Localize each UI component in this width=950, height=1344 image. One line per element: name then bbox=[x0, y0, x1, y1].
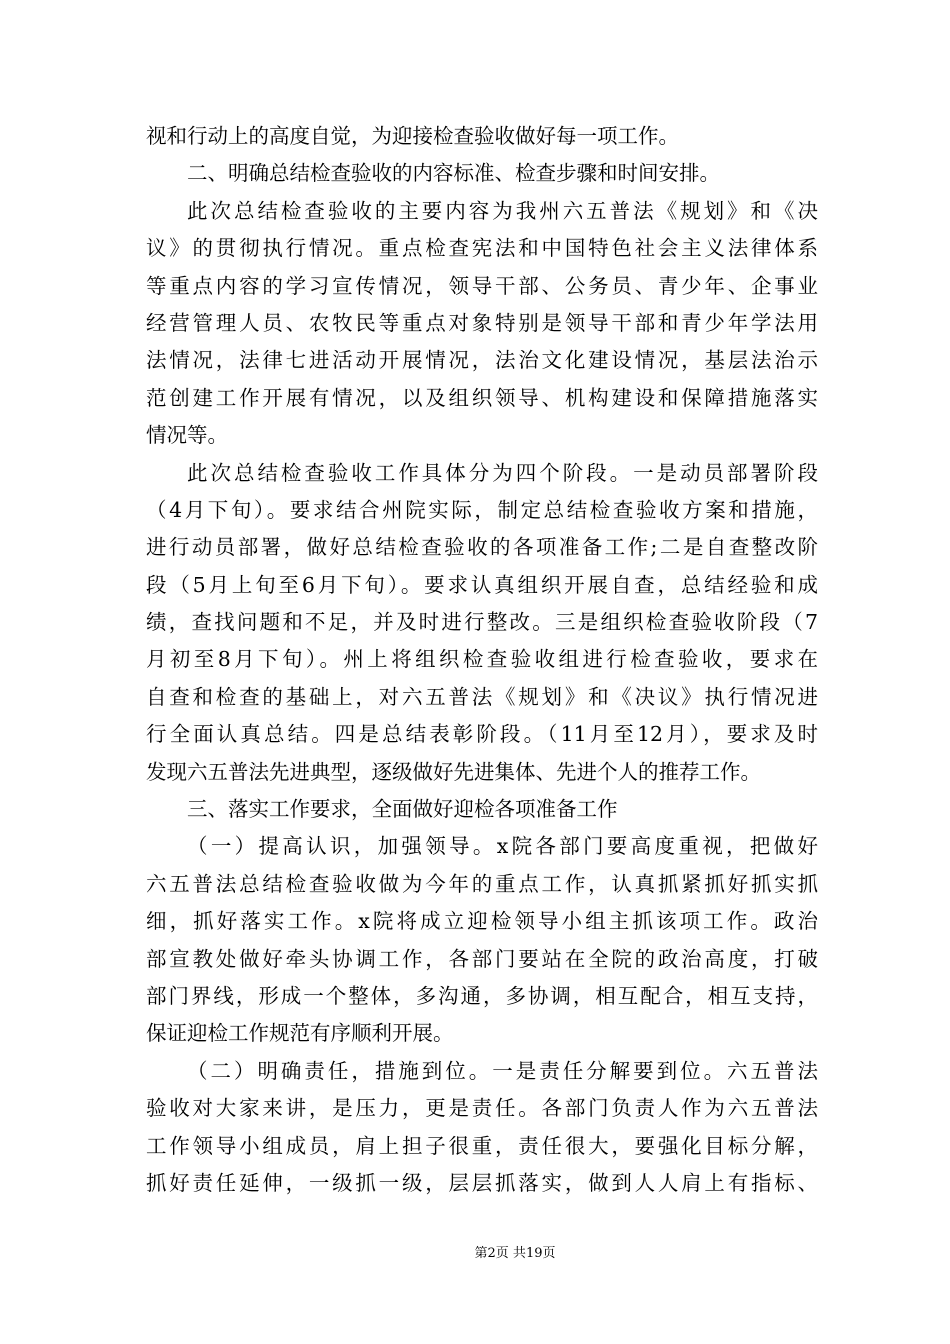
text-line: 验收对大家来讲，是压力，更是责任。各部门负责人作为六五普法 bbox=[146, 1096, 818, 1121]
text-line: 情况等。 bbox=[146, 423, 228, 448]
text-line: 进行动员部署，做好总结检查验收的各项准备工作;二是自查整改阶 bbox=[146, 535, 818, 560]
text-line: 段（5月上旬至6月下旬）。要求认真组织开展自查，总结经验和成 bbox=[146, 572, 818, 597]
text-line: 经营管理人员、农牧民等重点对象特别是领导干部和青少年学法用 bbox=[146, 310, 818, 335]
page-footer bbox=[0, 1246, 950, 1262]
text-line: 绩，查找问题和不足，并及时进行整改。三是组织检查验收阶段（7 bbox=[146, 610, 818, 635]
text-line: 工作领导小组成员，肩上担子很重，责任很大，要强化目标分解， bbox=[146, 1133, 818, 1158]
text-line: 等重点内容的学习宣传情况，领导干部、公务员、青少年、企事业 bbox=[146, 273, 818, 298]
footer-total-pages: 19 bbox=[525, 1246, 543, 1261]
text-line: 法情况，法律七进活动开展情况，法治文化建设情况，基层法治示 bbox=[146, 348, 818, 373]
text-line: （二）明确责任，措施到位。一是责任分解要到位。六五普法 bbox=[187, 1058, 818, 1083]
text-line: 议》的贯彻执行情况。重点检查宪法和中国特色社会主义法律体系 bbox=[146, 236, 818, 261]
text-line: 发现六五普法先进典型，逐级做好先进集体、先进个人的推荐工作。 bbox=[146, 759, 761, 784]
text-line: 自查和检查的基础上，对六五普法《规划》和《决议》执行情况进 bbox=[146, 684, 818, 709]
footer-suffix: 页 bbox=[542, 1246, 556, 1261]
text-line: 行全面认真总结。四是总结表彰阶段。（11月至12月），要求及时 bbox=[146, 722, 818, 747]
footer-prefix: 第 bbox=[474, 1246, 488, 1261]
text-line: 抓好责任延伸，一级抓一级，层层抓落实，做到人人肩上有指标、 bbox=[146, 1170, 818, 1195]
footer-current-page: 2 bbox=[487, 1246, 496, 1261]
text-line: 二、明确总结检查验收的内容标准、检查步骤和时间安排。 bbox=[187, 161, 720, 186]
text-line: 范创建工作开展有情况，以及组织领导、机构建设和保障措施落实 bbox=[146, 385, 818, 410]
text-line: 此次总结检查验收的主要内容为我州六五普法《规划》和《决 bbox=[187, 198, 818, 223]
text-line: 三、落实工作要求，全面做好迎检各项准备工作 bbox=[187, 797, 618, 822]
text-line: 六五普法总结检查验收做为今年的重点工作，认真抓紧抓好抓实抓 bbox=[146, 871, 818, 896]
text-line: （4月下旬）。要求结合州院实际，制定总结检查验收方案和措施， bbox=[146, 497, 818, 522]
text-line: 部宣教处做好牵头协调工作，各部门要站在全院的政治高度，打破 bbox=[146, 946, 818, 971]
text-line: 此次总结检查验收工作具体分为四个阶段。一是动员部署阶段 bbox=[187, 460, 818, 485]
document-body bbox=[146, 118, 818, 1202]
text-line: （一）提高认识，加强领导。x院各部门要高度重视，把做好 bbox=[187, 834, 818, 859]
text-line: 保证迎检工作规范有序顺利开展。 bbox=[146, 1021, 454, 1046]
text-line: 视和行动上的高度自觉，为迎接检查验收做好每一项工作。 bbox=[146, 124, 679, 148]
text-line: 部门界线，形成一个整体，多沟通，多协调，相互配合，相互支持， bbox=[146, 983, 818, 1008]
text-line: 月初至8月下旬）。州上将组织检查验收组进行检查验收，要求在 bbox=[146, 647, 818, 672]
footer-middle: 页 共 bbox=[495, 1246, 526, 1261]
text-line: 细，抓好落实工作。x院将成立迎检领导小组主抓该项工作。政治 bbox=[146, 909, 818, 934]
